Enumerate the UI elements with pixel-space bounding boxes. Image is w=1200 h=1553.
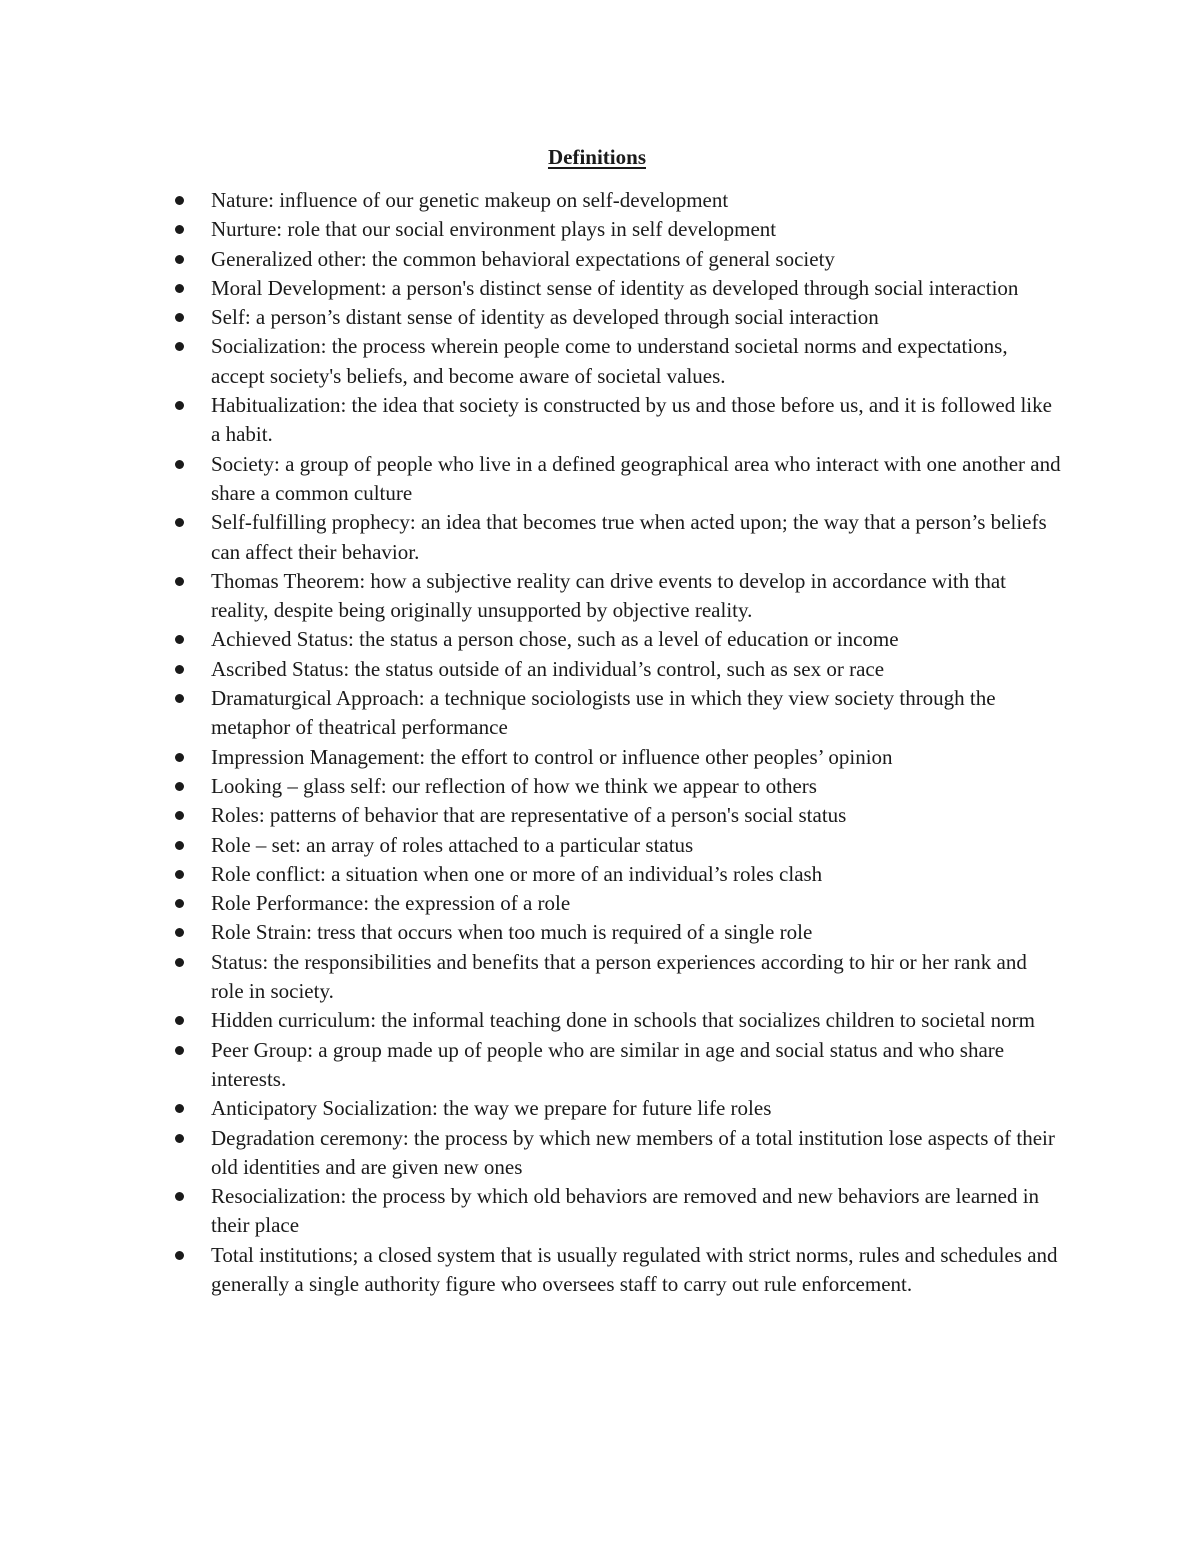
definition-text: Role conflict: a situation when one or more of an individual’s roles clash	[211, 861, 823, 886]
definition-item	[172, 918, 1062, 947]
bullet-icon	[175, 635, 184, 644]
definition-text: Role Strain: tress that occurs when too much is required of a single role	[211, 920, 813, 945]
definition-item	[172, 186, 1062, 215]
definition-text: Role Performance: the expression of a role	[211, 891, 571, 916]
definition-item	[172, 831, 1062, 860]
definition-item	[172, 274, 1062, 303]
document-title: Definitions	[547, 145, 646, 169]
definition-item	[172, 1124, 1062, 1183]
bullet-icon	[175, 518, 184, 527]
bullet-icon	[175, 255, 184, 264]
definition-text: Self-fulfilling prophecy: an idea that becomes true when acted upon; the way that a person’s beliefs can affect their behavior.	[211, 510, 1047, 564]
bullet-icon	[175, 1251, 184, 1260]
definition-text: Hidden curriculum: the informal teaching done in schools that socializes children to societal norm	[211, 1008, 1036, 1033]
bullet-icon	[175, 694, 184, 703]
definition-item	[172, 889, 1062, 918]
bullet-icon	[175, 401, 184, 410]
definition-item	[172, 508, 1062, 567]
definition-text: Status: the responsibilities and benefits that a person experiences according to hir or her rank and role in society.	[211, 949, 1027, 1004]
definition-item	[172, 1241, 1062, 1300]
bullet-icon	[175, 1104, 184, 1113]
definition-text: Roles: patterns of behavior that are representative of a person's social status	[211, 803, 847, 828]
bullet-icon	[175, 1046, 184, 1055]
definition-item	[172, 684, 1062, 743]
bullet-icon	[175, 196, 184, 205]
definition-item	[172, 801, 1062, 830]
definition-item	[172, 391, 1062, 450]
bullet-icon	[175, 899, 184, 908]
definition-text: Moral Development: a person's distinct sense of identity as developed through social interaction	[211, 275, 1019, 300]
bullet-icon	[175, 928, 184, 937]
bullet-icon	[175, 342, 184, 351]
bullet-icon	[175, 782, 184, 791]
definition-item	[172, 567, 1062, 626]
definition-item	[172, 860, 1062, 889]
definition-text: Society: a group of people who live in a defined geographical area who interact with one another and share a common culture	[211, 451, 1061, 505]
definition-text: Anticipatory Socialization: the way we prepare for future life roles	[211, 1096, 772, 1121]
definition-text: Thomas Theorem: how a subjective reality can drive events to develop in accordance with that reality, despite being originally unsupported by objective reality.	[211, 568, 1006, 623]
bullet-icon	[175, 1016, 184, 1025]
definition-item	[172, 948, 1062, 1007]
definition-text: Nurture: role that our social environment plays in self development	[211, 217, 777, 242]
bullet-icon	[175, 1134, 184, 1143]
bullet-icon	[175, 811, 184, 820]
definition-text: Degradation ceremony: the process by which new members of a total institution lose aspects of their old identities and are given new ones	[211, 1125, 1055, 1179]
definition-text: Habitualization: the idea that society is constructed by us and those before us, and it is followed like a habit.	[211, 393, 1052, 447]
definition-item	[172, 1036, 1062, 1095]
bullet-icon	[175, 313, 184, 322]
bullet-icon	[175, 284, 184, 293]
bullet-icon	[175, 753, 184, 762]
definition-text: Role – set: an array of roles attached to a particular status	[211, 832, 694, 857]
definition-item	[172, 1094, 1062, 1123]
bullet-icon	[175, 665, 184, 674]
definition-item	[172, 743, 1062, 772]
definition-item	[172, 1182, 1062, 1241]
definition-text: Dramaturgical Approach: a technique sociologists use in which they view society through the metaphor of theatrical performance	[211, 686, 996, 740]
bullet-icon	[175, 577, 184, 586]
bullet-icon	[175, 841, 184, 850]
definition-item	[172, 625, 1062, 654]
bullet-icon	[175, 1192, 184, 1201]
definition-text: Impression Management: the effort to control or influence other peoples’ opinion	[211, 744, 893, 769]
definition-item	[172, 245, 1062, 274]
definition-text: Socialization: the process wherein people come to understand societal norms and expectations, accept society's beliefs, and become aware of societal values.	[211, 334, 1008, 388]
definition-text: Nature: influence of our genetic makeup on self-development	[211, 188, 729, 212]
bullet-icon	[175, 958, 184, 967]
definition-text: Self: a person’s distant sense of identity as developed through social interaction	[211, 305, 879, 330]
definition-text: Looking – glass self: our reflection of how we think we appear to others	[211, 773, 817, 798]
definition-item	[172, 1006, 1062, 1035]
definition-text: Peer Group: a group made up of people who are similar in age and social status and who share interests.	[211, 1037, 1005, 1091]
definition-item	[172, 772, 1062, 801]
definition-item	[172, 655, 1062, 684]
bullet-icon	[175, 870, 184, 879]
bullet-icon	[175, 225, 184, 234]
definition-item	[172, 303, 1062, 332]
definitions-list	[172, 186, 1062, 1299]
definition-item	[172, 332, 1062, 391]
definition-text: Achieved Status: the status a person chose, such as a level of education or income	[211, 627, 899, 652]
definition-text: Total institutions; a closed system that is usually regulated with strict norms, rules and schedules and generally a single authority figure who oversees staff to carry out rule enforcement.	[211, 1242, 1058, 1296]
definition-text: Resocialization: the process by which old behaviors are removed and new behaviors are learned in their place	[211, 1184, 1040, 1238]
bullet-icon	[175, 460, 184, 469]
definition-text: Generalized other: the common behavioral expectations of general society	[211, 246, 835, 271]
definition-text: Ascribed Status: the status outside of an individual’s control, such as sex or race	[211, 656, 885, 681]
definition-item	[172, 450, 1062, 509]
definition-item	[172, 215, 1062, 244]
